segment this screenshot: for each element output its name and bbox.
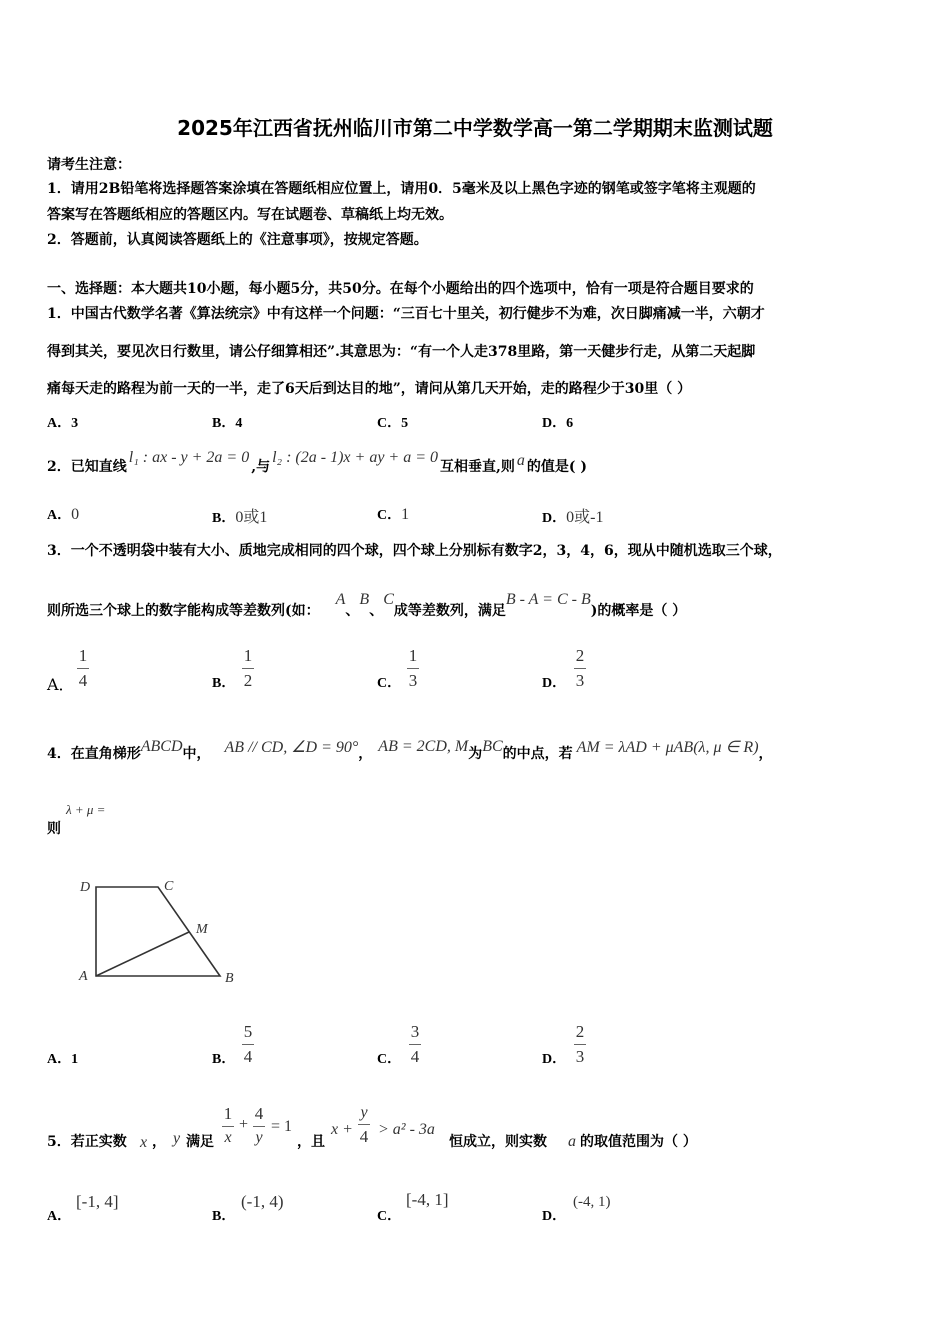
- q4-option-c-fraction[interactable]: 3 4: [410, 1022, 420, 1066]
- segment-am: [96, 932, 189, 976]
- q4-text-4: 的中点，若: [502, 746, 573, 762]
- notice-line-2: 2．答题前，认真阅读答题纸上的《注意事项》，按规定答题。: [47, 232, 428, 248]
- q2-prefix: 2．已知直线: [47, 459, 127, 475]
- q2-stem: [47, 449, 588, 476]
- q4-bc: BC: [482, 738, 503, 755]
- q1-line-1: 1．中国古代数学名著《算法统宗》中有这样一个问题：“三百七十里关，初行健步不为难，次日脚痛减一半，六朝才: [47, 306, 765, 322]
- trapezoid-figure: [70, 872, 250, 992]
- q3-option-c-letter[interactable]: C．: [377, 676, 402, 691]
- q1-option-d[interactable]: D．6: [542, 416, 574, 431]
- q2-suffix-2: 的值是( ): [526, 459, 588, 475]
- q3-option-d-letter[interactable]: D．: [542, 676, 567, 691]
- q5-cond-eq: = 1: [271, 1118, 293, 1135]
- q5-option-c-letter[interactable]: C．: [377, 1209, 402, 1224]
- q3-text-a: 则所选三个球上的数字能构成等差数列(如：: [47, 603, 320, 619]
- q3-option-b-letter[interactable]: B．: [212, 676, 236, 691]
- q4-prefix: 4．在直角梯形: [47, 746, 141, 762]
- q2-mid: ,与: [251, 459, 271, 475]
- q3-var-C: C: [383, 591, 394, 608]
- q5-ineq-frac: y 4: [359, 1104, 369, 1146]
- q1-option-c[interactable]: C．5: [377, 416, 409, 431]
- q4-text-2: ，: [358, 746, 373, 762]
- q4-cond-1: AB // CD, ∠D = 90°: [224, 739, 359, 756]
- q5-option-d-letter[interactable]: D．: [542, 1209, 567, 1224]
- q5-option-a-letter[interactable]: A．: [47, 1209, 72, 1224]
- q5-cond-frac-2: 4 y: [254, 1104, 264, 1146]
- q5-option-b-value[interactable]: (-1, 4): [241, 1192, 284, 1211]
- q4-expr: λ + μ =: [66, 802, 106, 817]
- q4-text-3: 为: [468, 746, 483, 762]
- q2-option-a[interactable]: A．0: [47, 506, 80, 523]
- q5-option-c-value[interactable]: [-4, 1]: [406, 1190, 449, 1209]
- q4-option-a[interactable]: A．1: [47, 1052, 79, 1067]
- q3-option-c-fraction[interactable]: 1 3: [408, 646, 418, 690]
- q4-text-5: ，: [758, 746, 773, 762]
- q2-line-l1: l₁ : ax - y + 2a = 0: [128, 449, 250, 466]
- q5-var-a: a: [568, 1133, 576, 1150]
- notice-line-1a: 1．请用2B铅笔将选择题答案涂填在答题纸相应位置上，请用0．5毫米及以上黑色字迹的钢笔或签字笔将主观题的: [47, 181, 756, 197]
- q5-ineq-x: x +: [331, 1121, 353, 1138]
- q3-var-B: B: [359, 591, 370, 608]
- q2-suffix-1: 互相垂直,则: [440, 459, 515, 475]
- q3-option-d-fraction[interactable]: 2 3: [575, 646, 585, 690]
- q5-text-4: 恒成立，则实数: [449, 1134, 547, 1150]
- q2-option-d[interactable]: D．0或-1: [542, 509, 604, 526]
- notice-line-1b: 答案写在答题纸相应的答题区内。写在试题卷、草稿纸上均无效。: [47, 207, 453, 223]
- q4-option-d-letter[interactable]: D．: [542, 1052, 567, 1067]
- q3-line-2: [47, 591, 687, 620]
- q5-cond-frac-1: 1 x: [223, 1104, 233, 1146]
- section-heading: 一、选择题：本大题共10小题，每小题5分，共50分。在每个小题给出的四个选项中，恰有一项是符合题目要求的: [47, 281, 754, 297]
- q5-text-1: ，: [152, 1134, 166, 1150]
- q1-line-3: 痛每天走的路程为前一天的一半，走了6天后到达目的地”，请问从第几天开始，走的路程少于30里（ ）: [47, 381, 692, 397]
- q3-line-1: 3．一个不透明袋中装有大小、质地完成相同的四个球，四个球上分别标有数字2，3，4，6，现从中随机选取三个球，: [47, 543, 782, 559]
- q4-text-1: 中，: [182, 746, 211, 762]
- label-m: M: [196, 922, 208, 937]
- q1-option-b[interactable]: B．4: [212, 416, 243, 431]
- q3-sep-2: 、: [369, 603, 384, 619]
- q5-option-a-value[interactable]: [-1, 4]: [76, 1192, 119, 1211]
- notice-heading: 请考生注意：: [47, 157, 131, 173]
- q3-var-A: A: [335, 591, 346, 608]
- q5-var-x: x: [140, 1134, 148, 1151]
- q3-text-b: 成等差数列，满足: [393, 603, 506, 619]
- q4-cond-2: AB = 2CD, M: [378, 738, 469, 755]
- q4-stem: [47, 738, 773, 763]
- page-title: 2025年江西省抚州临川市第二中学数学高一第二学期期末监测试题: [177, 116, 773, 140]
- q2-var-a: a: [516, 452, 525, 469]
- q1-line-2: 得到其关，要见次日行数里，请公仔细算相还”.其意思为：“有一个人走378里路，第一天健步行走，从第二天起脚: [47, 344, 756, 360]
- q3-option-a-fraction[interactable]: 1 4: [78, 646, 88, 690]
- label-b: B: [225, 971, 234, 986]
- q3-condition: B - A = C - B: [505, 591, 591, 608]
- q2-option-c[interactable]: C．1: [377, 506, 410, 523]
- q4-abcd: ABCD: [140, 738, 183, 755]
- q5-option-b-letter[interactable]: B．: [212, 1209, 236, 1224]
- q2-line-l2: l₂ : (2a - 1)x + ay + a = 0: [272, 449, 439, 466]
- q4-option-c-letter[interactable]: C．: [377, 1052, 402, 1067]
- q4-then: 则: [47, 821, 61, 837]
- q4-option-b-fraction[interactable]: 5 4: [243, 1022, 253, 1066]
- q2-option-b[interactable]: B．0或1: [212, 509, 268, 526]
- q1-option-a[interactable]: A．3: [47, 416, 79, 431]
- q5-var-y: y: [173, 1130, 181, 1147]
- q5-text-2: 满足: [186, 1134, 214, 1150]
- q5-cond-plus: +: [239, 1116, 249, 1133]
- q5-ineq-rhs: > a² - 3a: [378, 1121, 435, 1138]
- q3-option-b-fraction[interactable]: 1 2: [243, 646, 253, 690]
- q5-option-d-value[interactable]: (-4, 1): [573, 1194, 611, 1210]
- q3-text-c: )的概率是（ ）: [590, 603, 687, 619]
- q3-sep-1: 、: [345, 603, 360, 619]
- label-c: C: [164, 879, 174, 894]
- q5-prefix: 5．若正实数: [47, 1134, 127, 1150]
- q5-text-5: 的取值范围为（ ）: [580, 1134, 697, 1150]
- q5-text-3: ，且: [297, 1134, 325, 1150]
- label-a: A: [79, 969, 88, 984]
- q4-cond-3: AM = λAD + μAB(λ, μ ∈ R): [576, 739, 759, 756]
- label-d: D: [80, 880, 91, 895]
- q4-option-b-letter[interactable]: B．: [212, 1052, 236, 1067]
- q4-option-d-fraction[interactable]: 2 3: [575, 1022, 585, 1066]
- q3-option-a-letter[interactable]: A．: [47, 675, 75, 694]
